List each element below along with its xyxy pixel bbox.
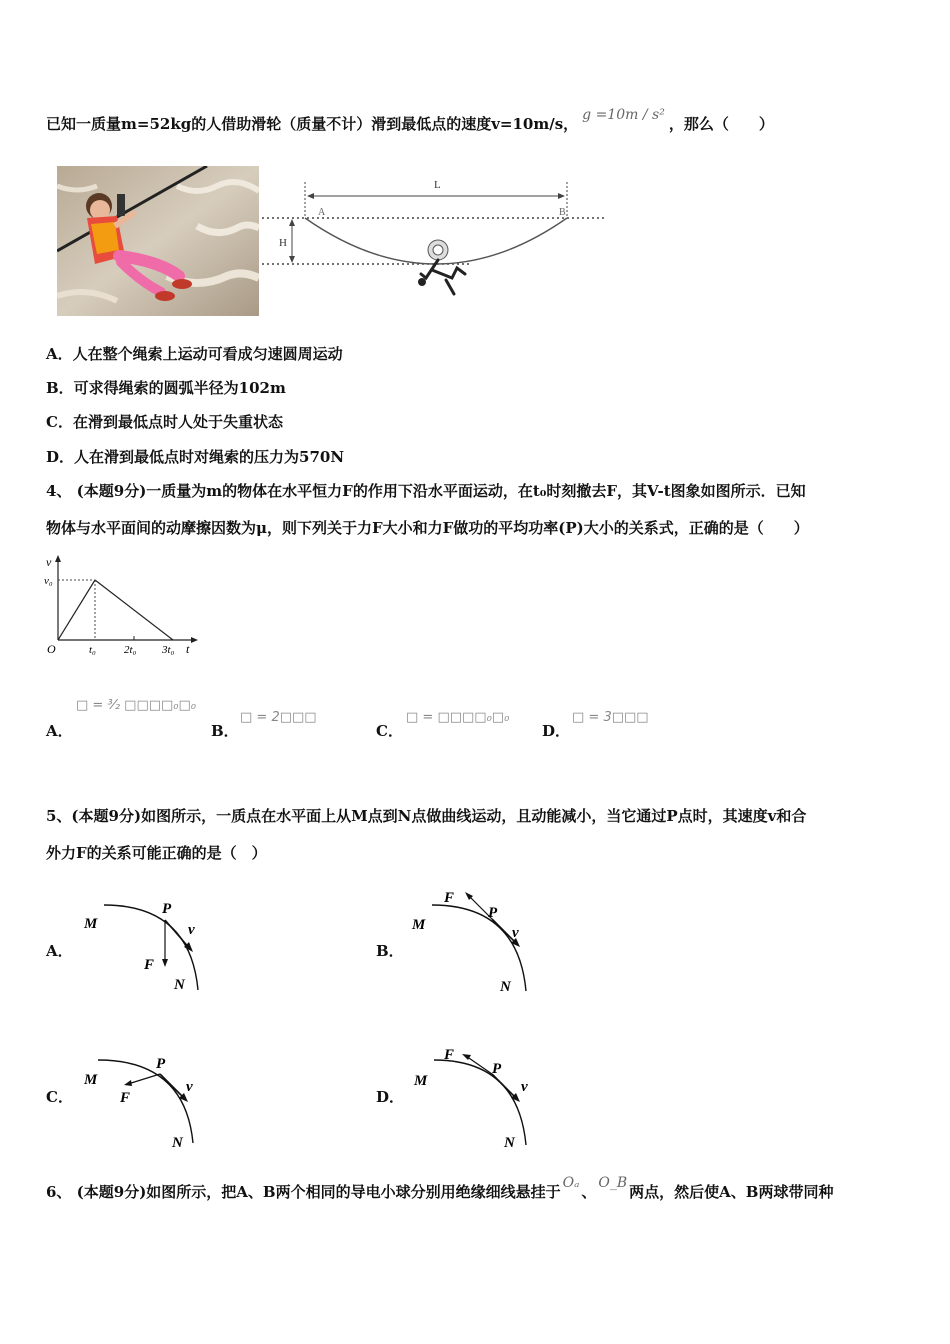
- label-v: v: [188, 922, 195, 938]
- label-m: M: [414, 1073, 428, 1089]
- oa-label: Oₐ: [562, 1175, 580, 1191]
- axis-v-label: v: [46, 555, 52, 569]
- label-v: v: [186, 1079, 193, 1095]
- q4-line1: 4、 (本题9分)一质量为m的物体在水平恒力F的作用下沿水平面运动，在t₀时刻撤去F，其V-t图象如图所示．已知: [46, 482, 806, 500]
- label-n: N: [500, 979, 511, 995]
- label-n: N: [174, 977, 185, 993]
- q4-choice-b-formula: □ = 2□□□: [240, 710, 317, 725]
- label-B: B: [559, 207, 566, 218]
- label-m: M: [84, 916, 98, 932]
- label-f: F: [444, 890, 455, 906]
- q4-choice-c-label: C．: [376, 722, 403, 740]
- label-m: M: [84, 1072, 98, 1088]
- q5-choice-d-label: D．: [376, 1088, 405, 1106]
- q3-option-d: D．人在滑到最低点时对绳索的压力为570N: [46, 448, 345, 466]
- q5-diagram-a: [80, 895, 220, 1000]
- q4-line2: 物体与水平面间的动摩擦因数为μ，则下列关于力F大小和力F做功的平均功率(P)大小的关系式，正确的是（ ）: [46, 519, 809, 537]
- q4-choice-b-label: B．: [211, 722, 239, 740]
- zipline-diagram: [262, 170, 612, 315]
- label-n: N: [172, 1135, 183, 1151]
- q4-choice-a-formula: □ = ³⁄₂ □□□□₀□₀: [76, 698, 197, 713]
- q3-option-c: C．在滑到最低点时人处于失重状态: [46, 413, 283, 431]
- label-v: v: [512, 925, 519, 941]
- tick-3t0: 3t₀: [162, 644, 175, 656]
- label-f: F: [444, 1047, 455, 1063]
- ob-label: O_B: [598, 1175, 628, 1191]
- q5-line2: 外力F的关系可能正确的是（ ）: [46, 844, 267, 862]
- q5-diagram-c: [80, 1048, 220, 1152]
- q3-intro: [46, 107, 774, 135]
- q5-diagram-d: [408, 1038, 548, 1152]
- q4-choice-a-label: A．: [46, 722, 73, 740]
- tick-t0: t₀: [89, 644, 96, 656]
- q5-choice-c-label: C．: [46, 1088, 73, 1106]
- tick-2t0: 2t₀: [124, 644, 137, 656]
- axis-t-label: t: [186, 642, 190, 656]
- label-f: F: [144, 957, 155, 973]
- q5-line1: 5、(本题9分)如图所示，一质点在水平面上从M点到N点做曲线运动，且动能减小，当它通过P点时，其速度v和合: [46, 807, 807, 825]
- label-n: N: [504, 1135, 515, 1151]
- q4-choice-d-label: D．: [542, 722, 571, 740]
- q5-choice-a-label: A．: [46, 942, 73, 960]
- label-v: v: [521, 1079, 528, 1095]
- q5-diagram-b: [408, 883, 548, 995]
- label-m: M: [412, 917, 426, 933]
- q5-choice-b-label: B．: [376, 942, 404, 960]
- axis-v0-label: v₀: [44, 575, 53, 587]
- q3-intro-after: ，那么（ ）: [668, 115, 774, 133]
- oa-ob-sep: 、: [581, 1183, 597, 1201]
- q6-line1-before: 6、 (本题9分)如图所示，把A、B两个相同的导电小球分别用绝缘细线悬挂于: [46, 1183, 561, 1201]
- q4-choice-d-formula: □ = 3□□□: [572, 710, 649, 725]
- q3-option-a: A．人在整个绳索上运动可看成匀速圆周运动: [46, 345, 343, 363]
- label-p: P: [492, 1061, 502, 1077]
- q3-option-b: B．可求得绳索的圆弧半径为102m: [46, 379, 286, 397]
- origin-label: O: [47, 642, 56, 656]
- label-A: A: [318, 207, 326, 218]
- label-L: L: [434, 179, 441, 191]
- gravity-formula: g =10m / s²: [582, 107, 665, 123]
- label-f: F: [120, 1090, 131, 1106]
- q4-choice-c-formula: □ = □□□□₀□₀: [406, 710, 510, 725]
- label-p: P: [156, 1056, 166, 1072]
- q3-intro-before: 已知一质量m=52kg的人借助滑轮（质量不计）滑到最低点的速度v=10m/s，: [46, 115, 579, 133]
- q6-line1: [46, 1175, 834, 1203]
- label-p: P: [488, 905, 498, 921]
- vt-graph: [44, 552, 204, 662]
- zipline-photo: [57, 166, 259, 316]
- label-p: P: [162, 901, 172, 917]
- q6-line1-after: 两点，然后使A、B两球带同种: [629, 1183, 834, 1201]
- label-H: H: [279, 237, 287, 249]
